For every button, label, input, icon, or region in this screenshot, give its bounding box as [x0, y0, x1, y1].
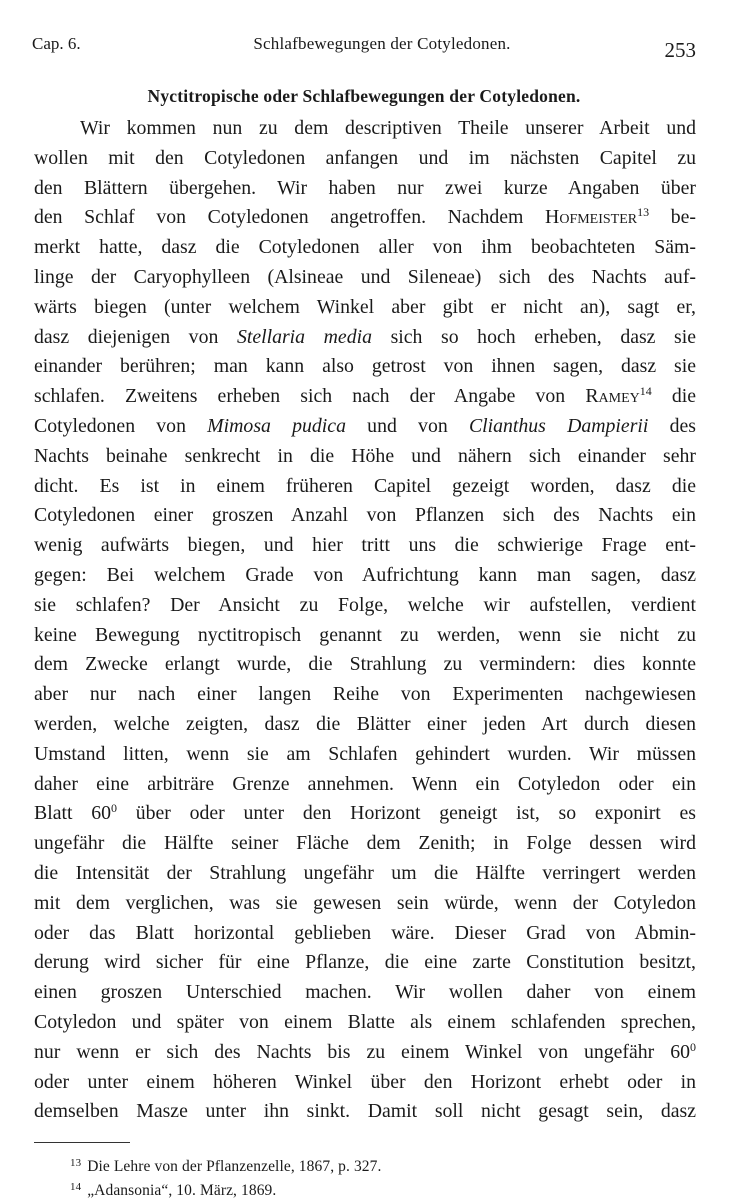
species-name: Mimosa pudica: [207, 414, 346, 437]
running-header: [32, 34, 696, 64]
text-line: die Intensität der Strahlung ungefähr um die Hälfte verringert werden: [34, 861, 696, 884]
text-line: Umstand litten, wenn sie am Schlafen gehindert wurden. Wir müssen: [34, 742, 696, 765]
text-line: wenig aufwärts biegen, und hier tritt uns die schwierige Frage ent-: [34, 534, 696, 557]
degree-mark: 0: [110, 801, 117, 816]
text-line: oder das Blatt horizontal geblieben wäre. Dieser Grad von Abmin-: [34, 921, 696, 944]
body-paragraph: [34, 114, 696, 1127]
chapter-label: Cap. 6.: [32, 34, 81, 53]
page-number: 253: [664, 38, 696, 62]
text-line: dasz diejenigen von Stellaria media sich so hoch erheben, dasz sie: [34, 325, 696, 348]
text-line: Cotyledonen von Mimosa pudica und von Clianthus Dampierii des: [34, 414, 696, 437]
text-line: nur wenn er sich des Nachts bis zu einem Winkel von ungefähr $60^0$: [34, 1039, 696, 1063]
text-line: einen groszen Unterschied machen. Wir wollen daher von einem: [34, 981, 696, 1004]
text-line: keine Bewegung nyctitropisch genannt zu werden, wenn sie nicht zu: [34, 623, 696, 646]
text-line: gegen: Bei welchem Grade von Aufrichtung kann man sagen, dasz: [34, 563, 696, 586]
text-line: sie schlafen? Der Ansicht zu Folge, welche wir aufstellen, verdient: [34, 593, 696, 616]
text-line: dem Zwecke erlangt wurde, die Strahlung zu vermindern: dies konnte: [34, 653, 696, 676]
footnote-text: „Adansonia“, 10. März, 1869.: [87, 1182, 277, 1199]
text-line: einander berühren; man kann also getrost von ihnen sagen, dasz sie: [34, 355, 696, 378]
section-title: Nyctitropische oder Schlafbewegungen der Cotyledonen.: [147, 86, 581, 106]
text-line: Cotyledon und später von einem Blatte als einem schlafenden sprechen,: [34, 1010, 696, 1033]
footnote-mark: 13: [70, 1157, 82, 1169]
author-name-ramey: Ramey: [585, 385, 640, 408]
footnote-text: Die Lehre von der Pflanzenzelle, 1867, p. 327.: [87, 1158, 382, 1175]
text-line: schlafen. Zweitens erheben sich nach der Angabe von Ramey$^{14}$ die: [34, 384, 696, 408]
text-line: mit dem verglichen, was sie gewesen sein würde, wenn der Cotyledon: [34, 891, 696, 914]
text-line: aber nur nach einer langen Reihe von Experimenten nachgewiesen: [34, 683, 696, 706]
degree-mark: 0: [690, 1039, 696, 1054]
text-line: dicht. Es ist in einem früheren Capitel gezeigt worden, dasz die: [34, 474, 696, 497]
text-line: wollen mit den Cotyledonen anfangen und im nächsten Capitel zu: [34, 146, 696, 169]
text-line: Blatt $60^0$ über oder unter den Horizont geneigt ist, so exponirt es: [34, 801, 696, 825]
text-line: demselben Masze unter ihn sinkt. Damit soll nicht gesagt sein, dasz: [34, 1100, 696, 1123]
species-name: Stellaria media: [236, 325, 372, 348]
species-name: Clianthus Dampierii: [468, 414, 649, 437]
footnote-ref-13: 13: [637, 205, 650, 220]
author-name-hofmeister: Hofmeister: [545, 206, 638, 229]
text-line: oder unter einem höheren Winkel über den Horizont erhebt oder in: [34, 1070, 696, 1093]
text-line: merkt hatte, dasz die Cotyledonen aller von ihm beobachteten Säm-: [34, 236, 696, 259]
footnote-mark: 14: [70, 1181, 82, 1193]
footnote-ref-14: 14: [639, 384, 652, 399]
text-line: Cotyledonen einer groszen Anzahl von Pflanzen sich des Nachts ein: [34, 504, 696, 527]
footnote-14: [70, 1182, 276, 1200]
text-line: werden, welche zeigten, dasz die Blätter einer jeden Art durch diesen: [34, 712, 696, 735]
text-line: derung wird sicher für eine Pflanze, die eine zarte Constitution besitzt,: [34, 951, 696, 974]
text-line: linge der Caryophylleen (Alsineae und Sileneae) sich des Nachts auf-: [34, 265, 696, 288]
text-line: den Blättern übergehen. Wir haben nur zwei kurze Angaben über: [34, 176, 696, 199]
text-line: daher eine arbiträre Grenze annehmen. Wenn ein Cotyledon oder ein: [34, 772, 696, 795]
footnote-divider: [34, 1142, 130, 1143]
text-line: den Schlaf von Cotyledonen angetroffen. Nachdem Hofmeister$^{13}$ be-: [34, 205, 696, 229]
text-line: wärts biegen (unter welchem Winkel aber gibt er nicht an), sagt er,: [34, 295, 696, 318]
footnote-13: [70, 1158, 381, 1176]
text-line: Wir kommen nun zu dem descriptiven Theile unserer Arbeit und: [80, 117, 696, 139]
running-title: Schlafbewegungen der Cotyledonen.: [253, 34, 511, 53]
text-line: Nachts beinahe senkrecht in die Höhe und nähern sich einander sehr: [34, 444, 696, 467]
text-line: ungefähr die Hälfte seiner Fläche dem Zenith; in Folge dessen wird: [34, 832, 696, 855]
